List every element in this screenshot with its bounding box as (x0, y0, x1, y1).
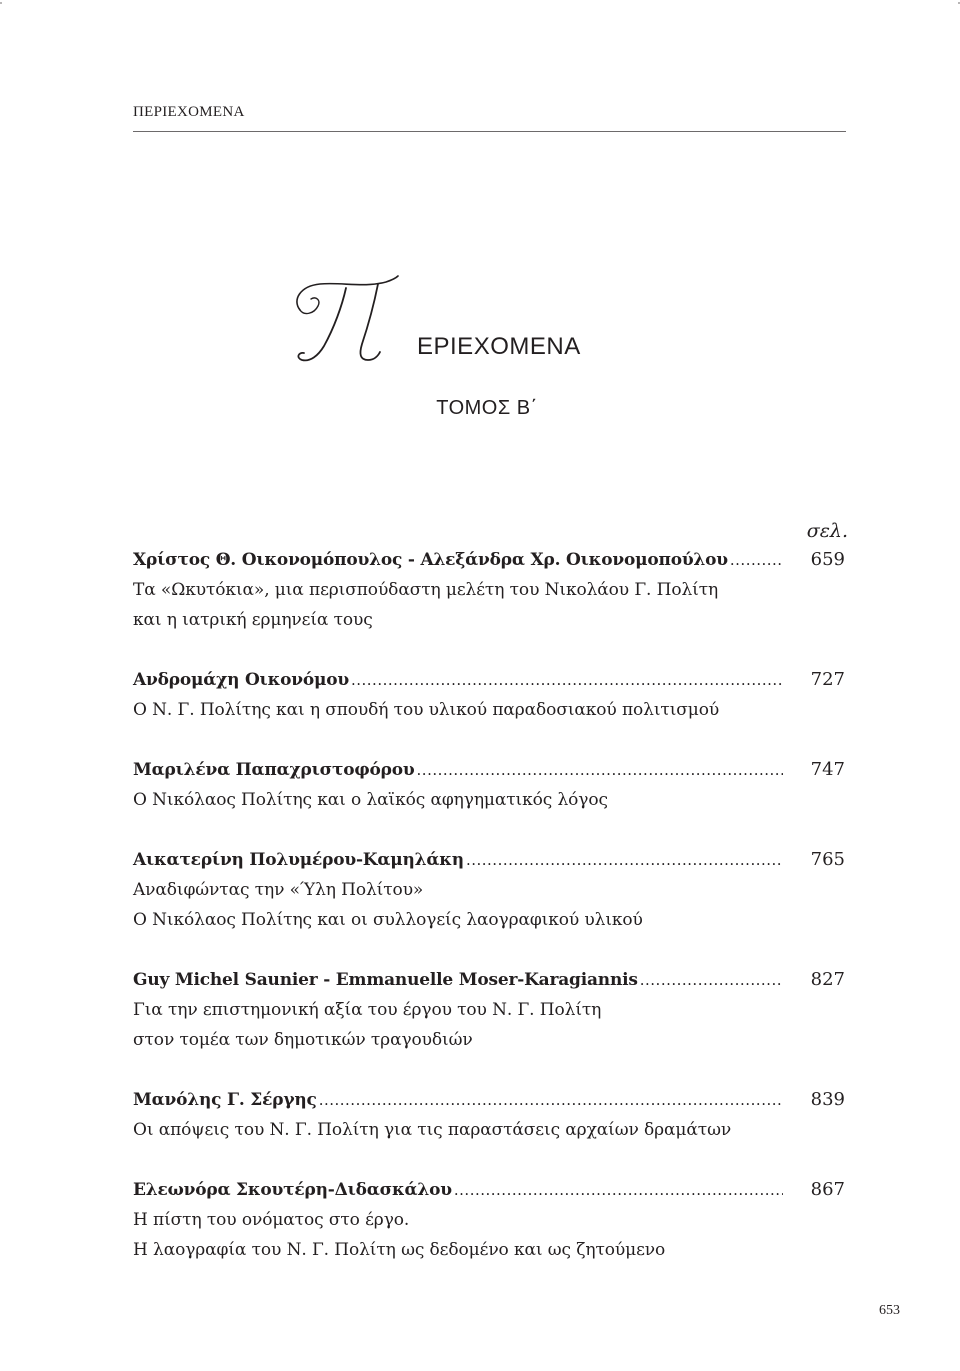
toc-title-line: Η λαογραφία του Ν. Γ. Πολίτη ως δεδομένο και ως ζητούμενο (133, 1240, 666, 1260)
toc-entry[interactable] (133, 755, 845, 815)
dot-leader (640, 965, 783, 995)
dot-leader (730, 545, 783, 575)
toc-title-line: Αναδιφώντας την «Ύλη Πολίτου» (133, 880, 424, 900)
table-of-contents (133, 545, 845, 1265)
toc-page-number: 867 (810, 1179, 845, 1200)
toc-author: Ελεωνόρα Σκουτέρη-Διδασκάλου (133, 1180, 452, 1200)
page-title (290, 270, 650, 380)
page-column-label: σελ. (806, 520, 848, 542)
toc-title-line: και η ιατρική ερμηνεία τους (133, 610, 373, 630)
toc-page-number: 747 (810, 759, 845, 780)
title-text: ΕΡΙΕΧΟΜΕΝΑ (417, 333, 581, 360)
toc-author: Αικατερίνη Πολυμέρου-Καμηλάκη (133, 850, 464, 870)
toc-author: Guy Michel Saunier - Emmanuelle Moser-Karagiannis (133, 970, 638, 990)
toc-author-line (133, 545, 845, 575)
toc-author-line (133, 1175, 845, 1205)
toc-entry[interactable] (133, 845, 845, 935)
folio-page-number: 653 (879, 1303, 900, 1318)
toc-title-line: Ο Νικόλαος Πολίτης και οι συλλογείς λαογραφικού υλικού (133, 910, 643, 930)
toc-author-line (133, 755, 845, 785)
toc-author: Μαριλένα Παπαχριστοφόρου (133, 760, 415, 780)
toc-author-line (133, 965, 845, 995)
toc-title-line: Ο Ν. Γ. Πολίτης και η σπουδή του υλικού παραδοσιακού πολιτισμού (133, 700, 720, 720)
toc-title-line: Η πίστη του ονόματος στο έργο. (133, 1210, 410, 1230)
toc-entry[interactable] (133, 1085, 845, 1145)
toc-title-line: Ο Νικόλαος Πολίτης και ο λαϊκός αφηγηματικός λόγος (133, 790, 608, 810)
toc-author: Χρίστος Θ. Οικονομόπουλος - Αλεξάνδρα Χρ. Οικονομοπούλου (133, 550, 728, 570)
dot-leader (454, 1175, 783, 1205)
dot-leader (319, 1085, 783, 1115)
toc-title-line: Για την επιστημονική αξία του έργου του Ν. Γ. Πολίτη (133, 1000, 602, 1020)
dot-leader (466, 845, 783, 875)
toc-page-number: 839 (810, 1089, 845, 1110)
dot-leader (417, 755, 783, 785)
toc-title-line: Τα «Ωκυτόκια», μια περισπούδαστη μελέτη του Νικολάου Γ. Πολίτη (133, 580, 719, 600)
corner-mark-top-left (0, 2, 2, 4)
toc-author-line (133, 1085, 845, 1115)
header-rule (133, 131, 846, 132)
toc-page-number: 765 (810, 849, 845, 870)
toc-entry[interactable] (133, 665, 845, 725)
toc-page-number: 827 (810, 969, 845, 990)
running-head: ΠΕΡΙΕΧΟΜΕΝΑ (133, 104, 245, 120)
volume-label: ΤΟΜΟΣ Β΄ (436, 397, 538, 419)
decorative-initial (290, 270, 400, 370)
toc-entry[interactable] (133, 545, 845, 635)
toc-title-line: στον τομέα των δημοτικών τραγουδιών (133, 1030, 473, 1050)
toc-author-line (133, 665, 845, 695)
toc-author-line (133, 845, 845, 875)
toc-entry[interactable] (133, 1175, 845, 1265)
toc-title-line: Οι απόψεις του Ν. Γ. Πολίτη για τις παραστάσεις αρχαίων δραμάτων (133, 1120, 732, 1140)
toc-author: Ανδρομάχη Οικονόμου (133, 670, 349, 690)
toc-page-number: 727 (810, 669, 845, 690)
toc-page-number: 659 (810, 549, 845, 570)
dot-leader (351, 665, 783, 695)
script-initial-pi-icon (290, 270, 400, 370)
toc-author: Μανόλης Γ. Σέργης (133, 1090, 317, 1110)
toc-entry[interactable] (133, 965, 845, 1055)
